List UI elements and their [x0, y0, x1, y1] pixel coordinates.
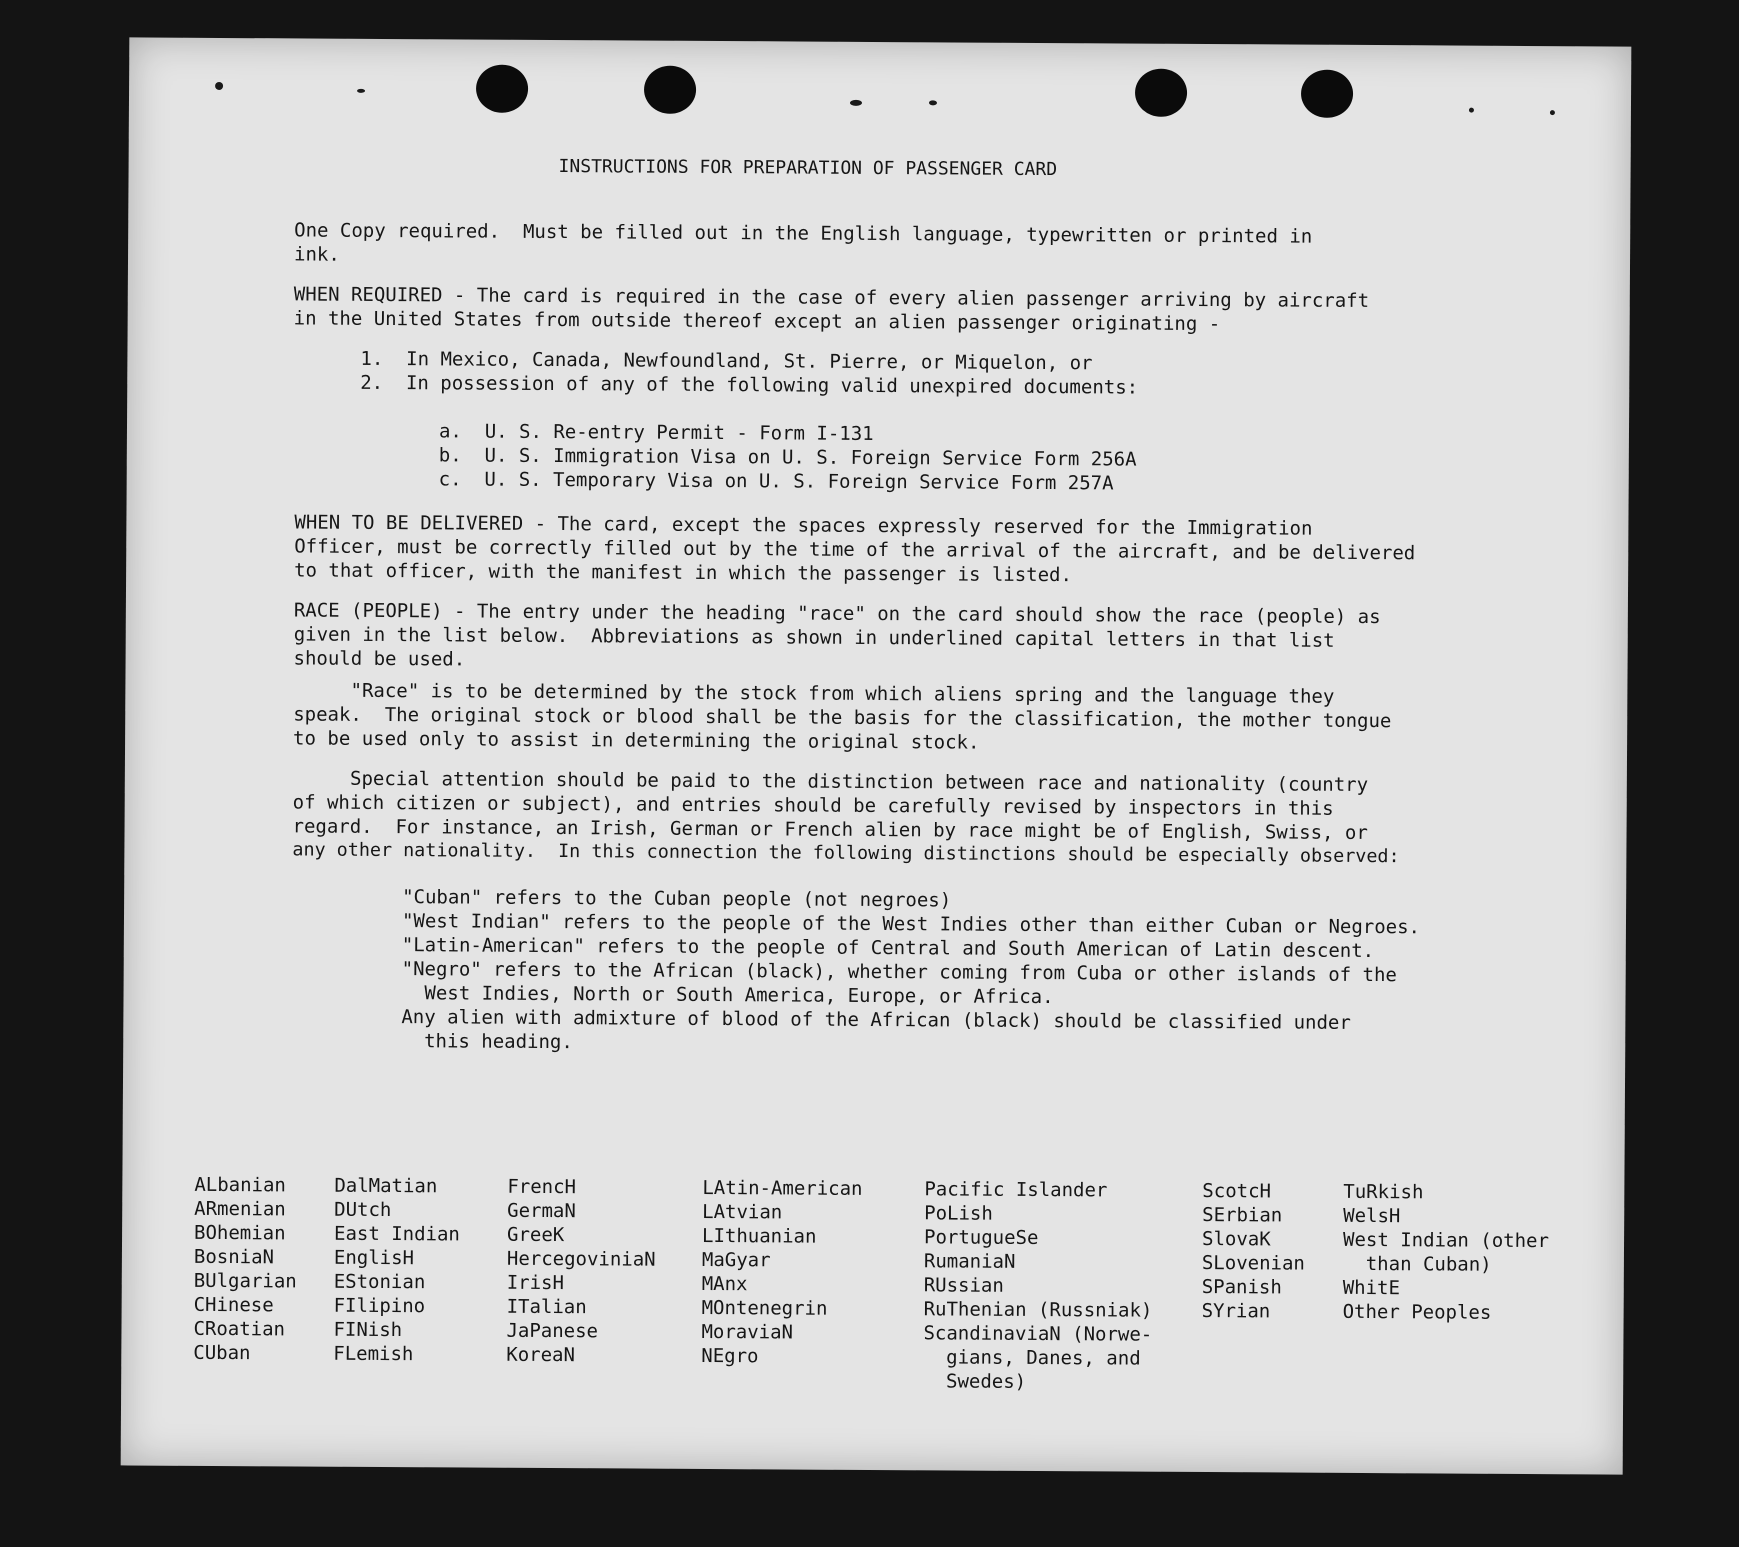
race-entry: RumaniaN: [923, 1250, 1016, 1273]
race-entry: CHinese: [193, 1293, 274, 1317]
race-entry: gians, Danes, and: [923, 1346, 1141, 1370]
race-entry: RUssian: [923, 1274, 1004, 1297]
race-entry: BUlgarian: [193, 1269, 297, 1293]
race-entry: GermaN: [507, 1199, 576, 1223]
race-entry: NEgro: [701, 1344, 759, 1368]
race-entry: IrisH: [506, 1271, 565, 1295]
race-entry: FrencH: [507, 1175, 577, 1199]
distinction-line: West Indies, North or South America, Europe, or Africa.: [401, 982, 1054, 1009]
punch-hole: [1135, 69, 1187, 117]
paper-speck: [357, 89, 365, 93]
race-entry: HercegoviniaN: [506, 1247, 656, 1271]
document-item: b. U. S. Immigration Visa on U. S. Foreign Service Form 256A: [438, 444, 1137, 471]
race-entry: JaPanese: [506, 1319, 599, 1343]
race-entry: WelsH: [1343, 1204, 1401, 1228]
race-entry: LAtin-American: [702, 1176, 863, 1200]
race-list-column-4: [701, 1176, 862, 1369]
race-entry: EnglisH: [333, 1246, 415, 1270]
race-entry: SErbian: [1202, 1204, 1283, 1227]
numbered-item: 2. In possession of any of the following valid unexpired documents:: [360, 371, 1139, 399]
race-entry: LAtvian: [702, 1200, 783, 1224]
race-entry: ScandinaviaN (Norwe-: [923, 1322, 1153, 1346]
race-entry: West Indian (other: [1342, 1228, 1550, 1253]
paper-speck: [215, 82, 223, 90]
race-entry: DalMatian: [334, 1174, 438, 1198]
document-title: INSTRUCTIONS FOR PREPARATION OF PASSENGER CARD: [558, 156, 1058, 181]
when-delivered-line: Officer, must be correctly filled out by the time of the arrival of the aircraft, and be delivered: [294, 535, 1416, 565]
race-entry: PoLish: [924, 1202, 993, 1225]
distinction-line: this heading.: [401, 1030, 573, 1054]
special-attention-line: Special attention should be paid to the distinction between race and nationality (country: [292, 767, 1369, 797]
document-item: c. U. S. Temporary Visa on U. S. Foreign Service Form 257A: [438, 468, 1114, 495]
document-item: a. U. S. Re-entry Permit - Form I-131: [438, 420, 874, 445]
race-entry: LIthuanian: [701, 1224, 817, 1248]
race-list-column-2: [333, 1174, 460, 1367]
race-entry: Other Peoples: [1342, 1300, 1492, 1324]
race-entry: than Cuban): [1342, 1252, 1492, 1276]
race-entry: MoraviaN: [701, 1320, 794, 1344]
paper-speck: [1469, 108, 1474, 113]
race-entry: KoreaN: [506, 1343, 576, 1367]
race-entry: MOntenegrin: [701, 1296, 828, 1320]
when-required-line: in the United States from outside thereof except an alien passenger originating -: [293, 307, 1221, 336]
when-delivered-line: to that officer, with the manifest in which the passenger is listed.: [294, 559, 1073, 587]
race-entry: FLemish: [333, 1342, 414, 1366]
special-attention-line: of which citizen or subject), and entries should be carefully revised by inspectors in this: [292, 791, 1334, 820]
race-entry: WhitE: [1342, 1276, 1401, 1300]
when-required-line: WHEN REQUIRED - The card is required in the case of every alien passenger arriving by aircraft: [293, 283, 1370, 313]
punch-hole: [476, 65, 528, 113]
race-entry: RuThenian (Russniak): [923, 1298, 1153, 1322]
race-entry: EStonian: [333, 1270, 426, 1294]
race-entry: SYrian: [1201, 1299, 1271, 1323]
race-people-line: given in the list below. Abbreviations as shown in underlined capital letters in that list: [293, 623, 1335, 652]
race-entry: ARmenian: [194, 1197, 286, 1221]
paper-speck: [929, 100, 937, 105]
race-entry: MAnx: [701, 1272, 748, 1296]
race-determined-line: speak. The original stock or blood shall be the basis for the classification, the mother tongue: [293, 703, 1392, 733]
race-entry: SPanish: [1201, 1276, 1282, 1299]
race-entry: ALbanian: [194, 1173, 286, 1197]
race-entry: CRoatian: [193, 1317, 286, 1341]
race-entry: East Indian: [334, 1222, 460, 1246]
race-entry: FINish: [333, 1318, 403, 1342]
race-entry: DUtch: [334, 1198, 392, 1222]
race-entry: SLovenian: [1201, 1252, 1305, 1275]
paper-speck: [850, 100, 862, 106]
special-attention-line: regard. For instance, an Irish, German or French alien by race might be of English, Swiss, or: [292, 815, 1368, 845]
race-list-column-1: [193, 1173, 297, 1366]
numbered-item: 1. In Mexico, Canada, Newfoundland, St. Pierre, or Miquelon, or: [360, 347, 1093, 375]
race-entry: ScotcH: [1202, 1180, 1272, 1203]
distinction-line: "West Indian" refers to the people of the West Indies other than either Cuban or Negroes.: [401, 910, 1421, 939]
race-entry: SlovaK: [1201, 1228, 1271, 1251]
intro-line: ink.: [293, 243, 340, 266]
punch-hole: [644, 66, 696, 114]
race-entry: TuRkish: [1343, 1180, 1424, 1204]
race-entry: BOhemian: [194, 1221, 286, 1245]
race-list-column-3: [506, 1175, 656, 1368]
race-entry: MaGyar: [701, 1248, 771, 1272]
race-entry: GreeK: [507, 1223, 565, 1247]
distinction-line: Any alien with admixture of blood of the African (black) should be classified under: [401, 1006, 1351, 1034]
special-attention-line: any other nationality. In this connection the following distinctions should be especially observed:: [292, 839, 1400, 868]
race-entry: BosniaN: [193, 1245, 275, 1269]
paper-speck: [1550, 110, 1555, 115]
distinction-line: "Cuban" refers to the Cuban people (not negroes): [402, 886, 952, 912]
race-entry: PortugueSe: [923, 1226, 1039, 1250]
race-entry: FIlipino: [333, 1294, 426, 1318]
race-entry: ITalian: [506, 1295, 587, 1319]
intro-line: One Copy required. Must be filled out in the English language, typewritten or printed in: [294, 219, 1313, 248]
race-list-column-6: [1202, 1179, 1306, 1324]
race-entry: Pacific Islander: [924, 1178, 1108, 1202]
distinction-line: "Latin-American" refers to the people of Central and South American of Latin descent.: [401, 934, 1375, 963]
distinction-line: "Negro" refers to the African (black), whether coming from Cuba or other islands of the: [401, 958, 1397, 987]
race-list-column-7: [1343, 1180, 1550, 1325]
race-entry: CUban: [193, 1341, 251, 1365]
race-determined-line: to be used only to assist in determining the original stock.: [293, 727, 980, 754]
punch-hole: [1301, 70, 1353, 118]
race-entry: Swedes): [923, 1370, 1027, 1393]
race-people-line: should be used.: [293, 647, 466, 671]
race-list-column-5: [923, 1177, 1153, 1394]
race-people-line: RACE (PEOPLE) - The entry under the heading "race" on the card should show the race (people) as: [293, 599, 1381, 629]
document-page: [121, 37, 1632, 1474]
race-determined-line: "Race" is to be determined by the stock from which aliens spring and the language they: [293, 679, 1335, 708]
when-delivered-line: WHEN TO BE DELIVERED - The card, except the spaces expressly reserved for the Immigration: [294, 511, 1313, 540]
